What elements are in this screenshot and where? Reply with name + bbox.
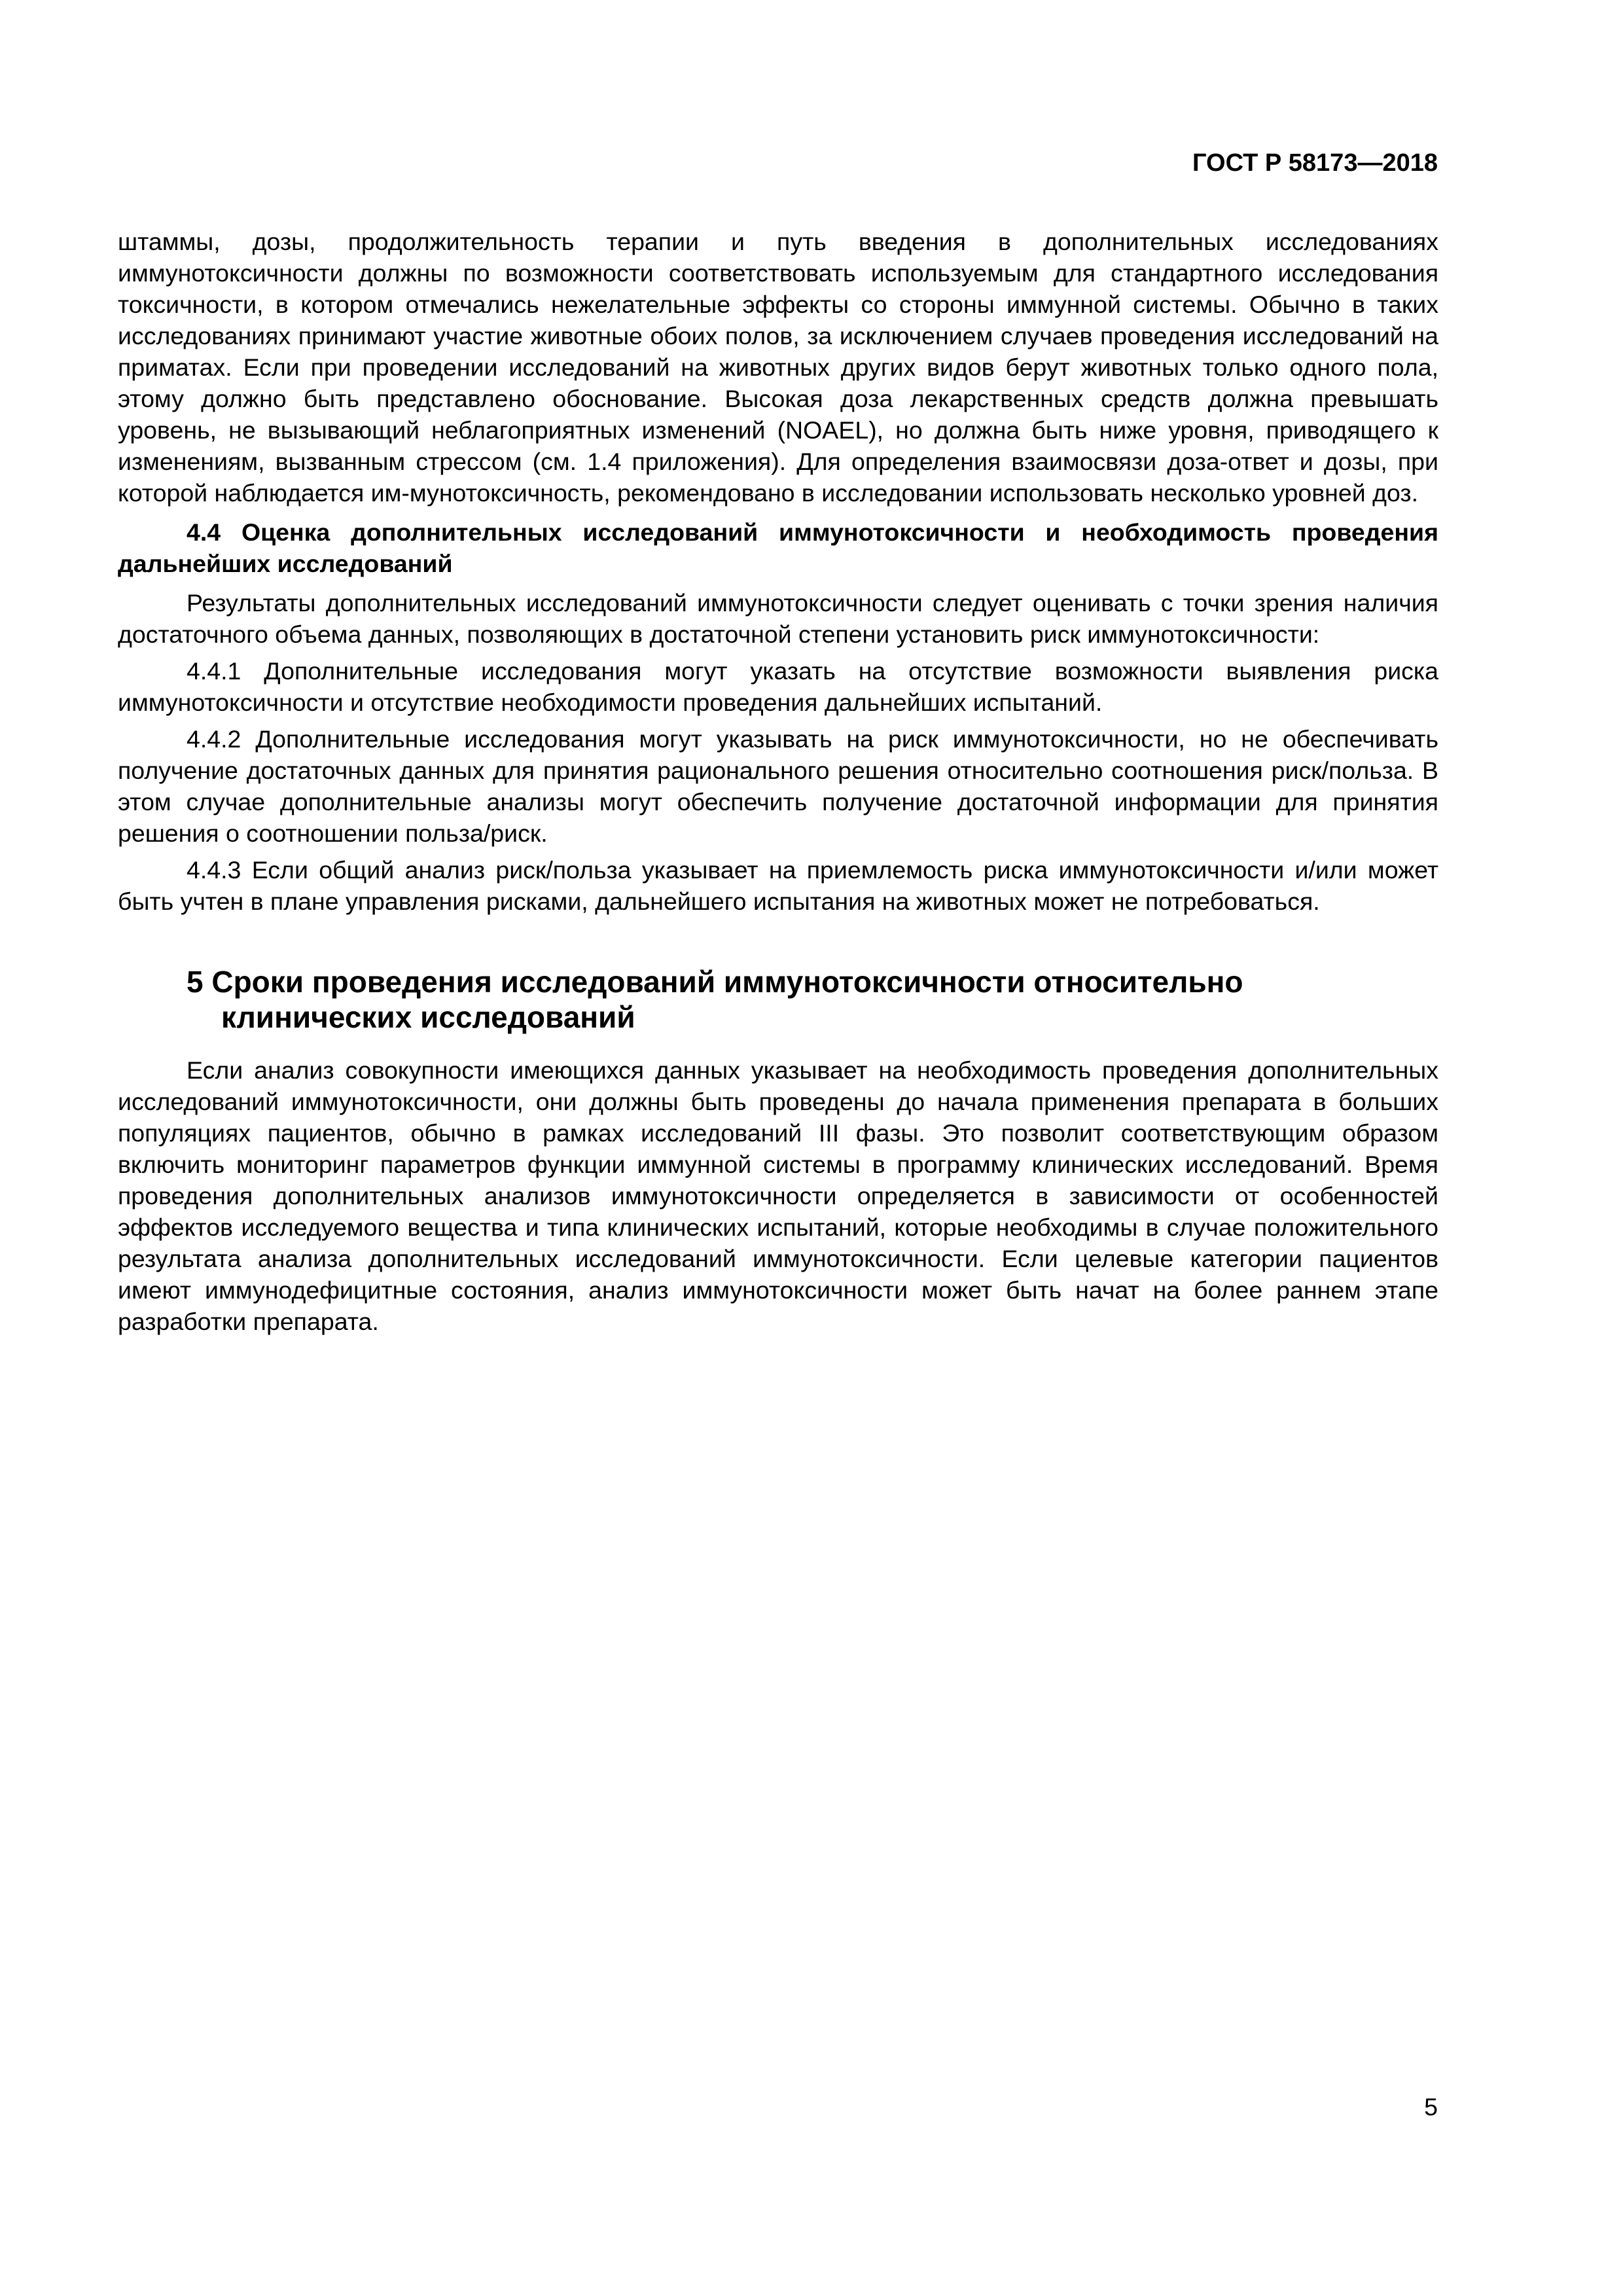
page-number: 5	[1424, 2093, 1438, 2121]
list-item-4-4-3: 4.4.3 Если общий анализ риск/польза указывает на приемлемость риска иммунотоксичности и/или может быть учтен в плане управления рисками, дальнейшего испытания на животных может не потребоваться.	[118, 856, 1438, 915]
subsection-4-4-heading: 4.4 Оценка дополнительных исследований иммунотоксичности и необходимость проведения дальнейших исследований	[118, 518, 1438, 577]
section-5-paragraph: Если анализ совокупности имеющихся данных указывает на необходимость проведения дополнительных исследований иммунотоксичности, они должны быть проведены до начала применения препарата в больших популяциях пациентов, обычно в рамках исследований III фазы. Это позволит соответствующим образом включить мониторинг параметров функции иммунной системы в программу клинических исследований. Время проведения дополнительных анализов иммунотоксичности определяется в зависимости от особенностей эффектов исследуемого вещества и типа клинических испытаний, которые необходимы в случае положительного результата анализа дополнительных исследований иммунотоксичности. Если целевые категории пациентов имеют иммунодефицитные состояния, анализ иммунотоксичности может быть начат на более раннем этапе разработки препарата.	[118, 1056, 1438, 1335]
section-5-heading-line1: 5 Сроки проведения исследований иммунотоксичности относительно	[187, 965, 1243, 999]
list-item-4-4-2: 4.4.2 Дополнительные исследования могут указывать на риск иммунотоксичности, но не обеспечивать получение достаточных данных для принятия рационального решения относительно соотношения риск/польза. В этом случае дополнительные анализы могут обеспечить получение достаточной информации для принятия решения о соотношении польза/риск.	[118, 725, 1438, 847]
document-body	[118, 226, 1438, 1337]
intro-paragraph: штаммы, дозы, продолжительность терапии и путь введения в дополнительных исследованиях иммунотоксичности должны по возможности соответствовать используемым для стандартного исследования токсичности, в котором отмечались нежелательные эффекты со стороны иммунной системы. Обычно в таких исследованиях принимают участие животные обоих полов, за исключением случаев проведения исследований на приматах. Если при проведении исследований на животных других видов берут животных только одного пола, этому должно быть представлено обоснование. Высокая доза лекарственных средств должна превышать уровень, не вызывающий неблагоприятных изменений (NOAEL), но должна быть ниже уровня, приводящего к изменениям, вызванным стрессом (см. 1.4 приложения). Для определения взаимосвязи доза-ответ и дозы, при которой наблюдается им-мунотоксичность, рекомендовано в исследовании использовать несколько уровней доз.	[118, 228, 1438, 507]
subsection-4-4-intro: Результаты дополнительных исследований иммунотоксичности следует оценивать с точки зрения наличия достаточного объема данных, позволяющих в достаточной степени установить риск иммунотоксичности:	[118, 589, 1438, 648]
document-header: ГОСТ Р 58173—2018	[1192, 149, 1438, 177]
section-5-heading-line2: клинических исследований	[221, 1000, 635, 1034]
list-item-4-4-1: 4.4.1 Дополнительные исследования могут указать на отсутствие возможности выявления риска иммунотоксичности и отсутствие необходимости проведения дальнейших испытаний.	[118, 657, 1438, 716]
section-5-heading	[118, 964, 1438, 1035]
